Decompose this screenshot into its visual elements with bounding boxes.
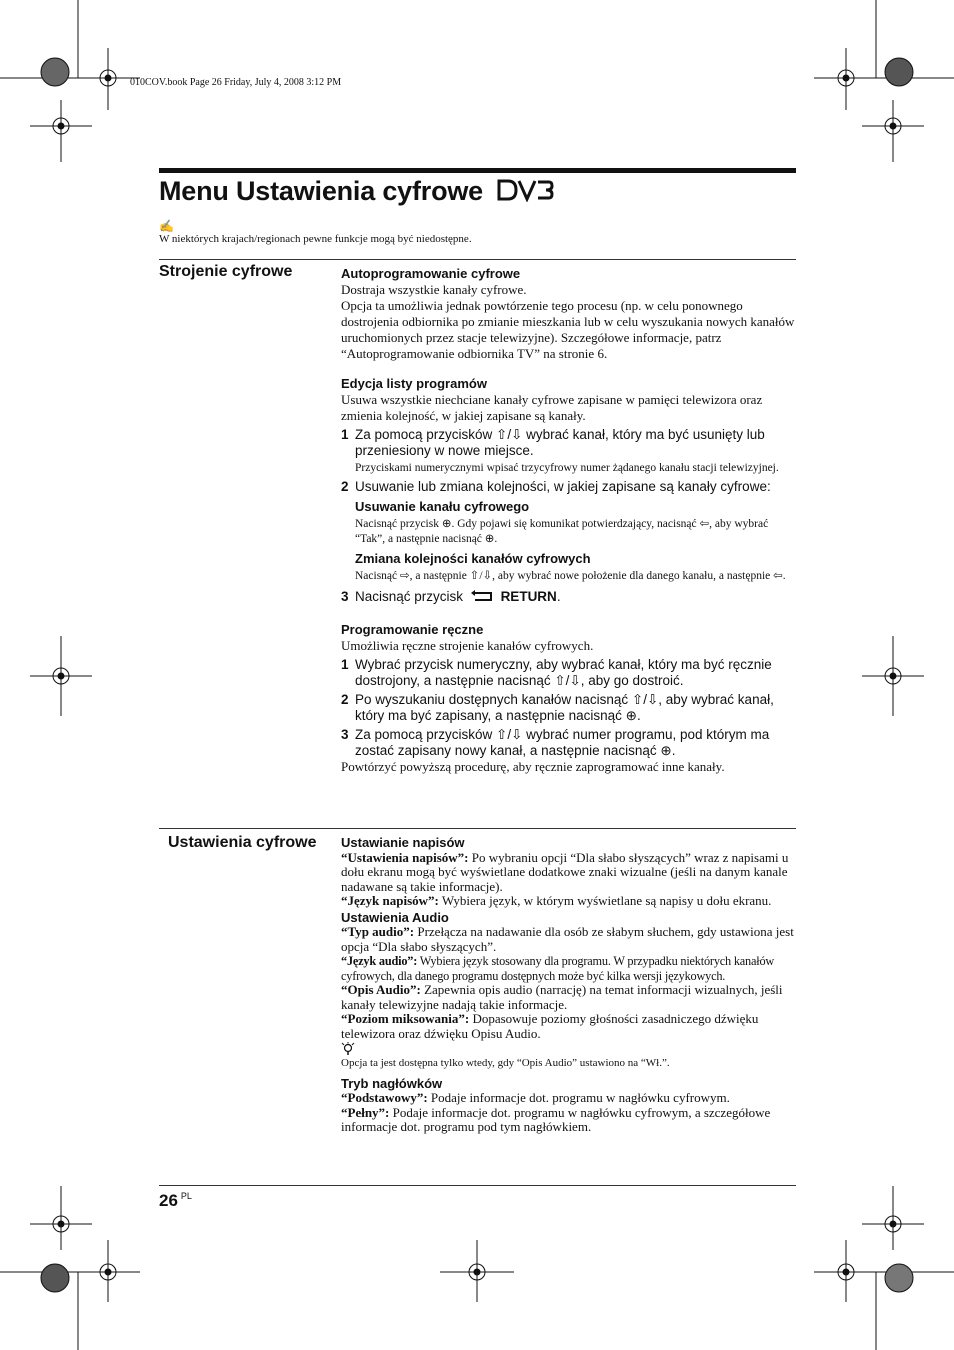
subtitles-language bbox=[341, 894, 799, 909]
audio-language bbox=[341, 954, 799, 983]
term: “Ustawienia napisów”: bbox=[341, 849, 469, 865]
section-ustawienia-content bbox=[341, 836, 799, 1135]
divider bbox=[159, 259, 796, 260]
step-number: 3 bbox=[341, 727, 349, 742]
print-header-note: 010COV.book Page 26 Friday, July 4, 2008 3:12 PM bbox=[130, 77, 342, 88]
subtitles-title: Ustawianie napisów bbox=[341, 835, 465, 850]
audio-title: Ustawienia Audio bbox=[341, 909, 449, 925]
manual-end: Powtórzyć powyższą procedurę, aby ręcznie zaprogramować inne kanały. bbox=[341, 759, 725, 774]
step-3-prefix: Nacisnąć przycisk bbox=[355, 589, 464, 604]
edit-step-1 bbox=[341, 427, 799, 459]
return-icon bbox=[470, 590, 494, 602]
page-number bbox=[159, 1191, 192, 1211]
step-text: Za pomocą przycisków ⇧/⇩ wybrać numer programu, pod którym ma zostać zapisany nowy kanał, a następnie nacisnąć ⊕. bbox=[355, 727, 770, 758]
title-bar bbox=[159, 168, 796, 173]
header-mode-title: Tryb nagłówków bbox=[341, 1075, 443, 1091]
return-label: RETURN bbox=[500, 589, 557, 604]
desc: Wybiera język, w którym wyświetlane są napisy u dołu ekranu. bbox=[438, 893, 772, 908]
step-number: 2 bbox=[341, 479, 349, 494]
desc: Zapewnia opis audio (narrację) na temat informacji wizualnych, jeśli kanały telewizyjne nadają takie informacje. bbox=[341, 982, 783, 1012]
term: “Poziom miksowania”: bbox=[341, 1011, 470, 1026]
section-label-ustawienia: Ustawienia cyfrowe bbox=[168, 834, 317, 851]
step-number: 2 bbox=[341, 692, 349, 707]
dvb-logo-icon bbox=[496, 178, 554, 202]
manual-desc: Umożliwia ręczne strojenie kanałów cyfrowych. bbox=[341, 638, 594, 653]
manual-step-3 bbox=[341, 727, 799, 759]
page-title-text: Menu Ustawienia cyfrowe bbox=[159, 176, 483, 206]
divider bbox=[159, 828, 796, 829]
delete-text: Nacisnąć przycisk ⊕. Gdy pojawi się komunikat potwierdzający, nacisnąć ⇦, aby wybrać “Tak”, a następnie nacisnąć ⊕. bbox=[355, 518, 769, 545]
audio-type bbox=[341, 925, 799, 954]
step-number: 1 bbox=[341, 657, 349, 672]
auto-title: Autoprogramowanie cyfrowe bbox=[341, 266, 521, 281]
desc: Przełącza na nadawanie dla osób ze słabym słuchem, gdy ustawiona jest opcja “Dla słabo słyszących”. bbox=[341, 924, 794, 954]
term: “Opis Audio”: bbox=[341, 982, 421, 997]
step-text: Wybrać przycisk numeryczny, aby wybrać kanał, który ma być ręcznie dostrojony, a następnie nacisnąć ⇧/⇩, aby go dostroić. bbox=[355, 657, 772, 688]
term: “Pełny”: bbox=[341, 1104, 390, 1120]
manual-step-1 bbox=[341, 657, 799, 689]
reorder-title: Zmiana kolejności kanałów cyfrowych bbox=[355, 551, 591, 566]
manual-title: Programowanie ręczne bbox=[341, 622, 484, 637]
page-number-value: 26 bbox=[159, 1191, 178, 1210]
term: “Typ audio”: bbox=[341, 924, 415, 939]
edit-step-3 bbox=[341, 589, 799, 605]
tip-text: Opcja ta jest dostępna tylko wtedy, gdy “Opis Audio” ustawiono na “Wł.”. bbox=[341, 1057, 670, 1069]
lightbulb-tip-icon bbox=[341, 1042, 355, 1056]
edit-step-2 bbox=[341, 479, 799, 495]
step-text: Za pomocą przycisków ⇧/⇩ wybrać kanał, który ma być usunięty lub przeniesiony w nowe miejsce. bbox=[355, 427, 765, 458]
edit-step-1-note: Przyciskami numerycznymi wpisać trzycyfrowy numer żądanego kanału stacji telewizyjnej. bbox=[355, 462, 779, 474]
section-label-strojenie: Strojenie cyfrowe bbox=[159, 263, 293, 280]
edit-desc: Usuwa wszystkie niechciane kanały cyfrowe zapisane w pamięci telewizora oraz zmienia kolejność, w jakiej zapisane są kanały. bbox=[341, 392, 763, 423]
page-lang: PL bbox=[180, 1191, 192, 1201]
delete-title: Usuwanie kanału cyfrowego bbox=[355, 499, 530, 514]
step-number: 3 bbox=[341, 589, 349, 604]
step-text: Nacisnąć przycisk RETURN. bbox=[355, 589, 561, 604]
desc: Wybiera język stosowany dla programu. W przypadku niektórych kanałów cyfrowych, dla danego programu dostępnych może być kilka wersji językowych. bbox=[341, 954, 775, 983]
pencil-note-icon: ✍ bbox=[159, 219, 174, 233]
desc: Podaje informacje dot. programu w nagłówku cyfrowym, a szczegółowe informacje dot. programu pod tym nagłówkiem. bbox=[341, 1104, 771, 1134]
edit-title: Edycja listy programów bbox=[341, 376, 487, 391]
note-text: W niektórych krajach/regionach pewne funkcje mogą być niedostępne. bbox=[159, 233, 472, 245]
auto-line2: Opcja ta umożliwia jednak powtórzenie tego procesu (np. w celu ponownego dostrojenia odbiornika po zmianie mieszkania lub w celu wyszukania nowych kanałów uruchomionych przez stacje telewizyjne). Szczegółowe informacje, patrz “Autoprogramowanie odbiornika TV” na stronie 6. bbox=[341, 298, 795, 361]
reorder-text: Nacisnąć ⇨, a następnie ⇧/⇩, aby wybrać nowe położenie dla danego kanału, a następnie ⇦. bbox=[355, 570, 786, 582]
term: “Podstawowy”: bbox=[341, 1090, 428, 1105]
header-full bbox=[341, 1106, 799, 1135]
desc: Podaje informacje dot. programu w nagłówku cyfrowym. bbox=[427, 1090, 730, 1105]
desc: Po wybraniu opcji “Dla słabo słyszących” wraz z napisami u dołu ekranu mogą być wyświetlane dodatkowe znaki wizualne (jeśli na danym kanale nadawane są takie informacje). bbox=[341, 849, 789, 894]
step-number: 1 bbox=[341, 427, 349, 442]
section-strojenie-content bbox=[341, 266, 799, 775]
divider bbox=[159, 1185, 796, 1186]
desc: Dopasowuje poziomy głośności zasadniczego dźwięku telewizora oraz dźwięku Opisu Audio. bbox=[341, 1011, 759, 1041]
page-title bbox=[159, 176, 554, 207]
term: “Język audio”: bbox=[341, 954, 418, 968]
manual-step-2 bbox=[341, 692, 799, 724]
step-text: Usuwanie lub zmiana kolejności, w jakiej zapisane są kanały cyfrowe: bbox=[355, 479, 771, 494]
auto-line1: Dostraja wszystkie kanały cyfrowe. bbox=[341, 282, 527, 297]
audio-description bbox=[341, 983, 799, 1012]
subtitles-setting bbox=[341, 851, 799, 895]
step-text: Po wyszukaniu dostępnych kanałów nacisnąć ⇧/⇩, aby wybrać kanał, który ma być zapisany, a następnie nacisnąć ⊕. bbox=[355, 692, 774, 723]
header-basic bbox=[341, 1091, 799, 1106]
mix-level bbox=[341, 1012, 799, 1041]
term: “Język napisów”: bbox=[341, 893, 439, 908]
